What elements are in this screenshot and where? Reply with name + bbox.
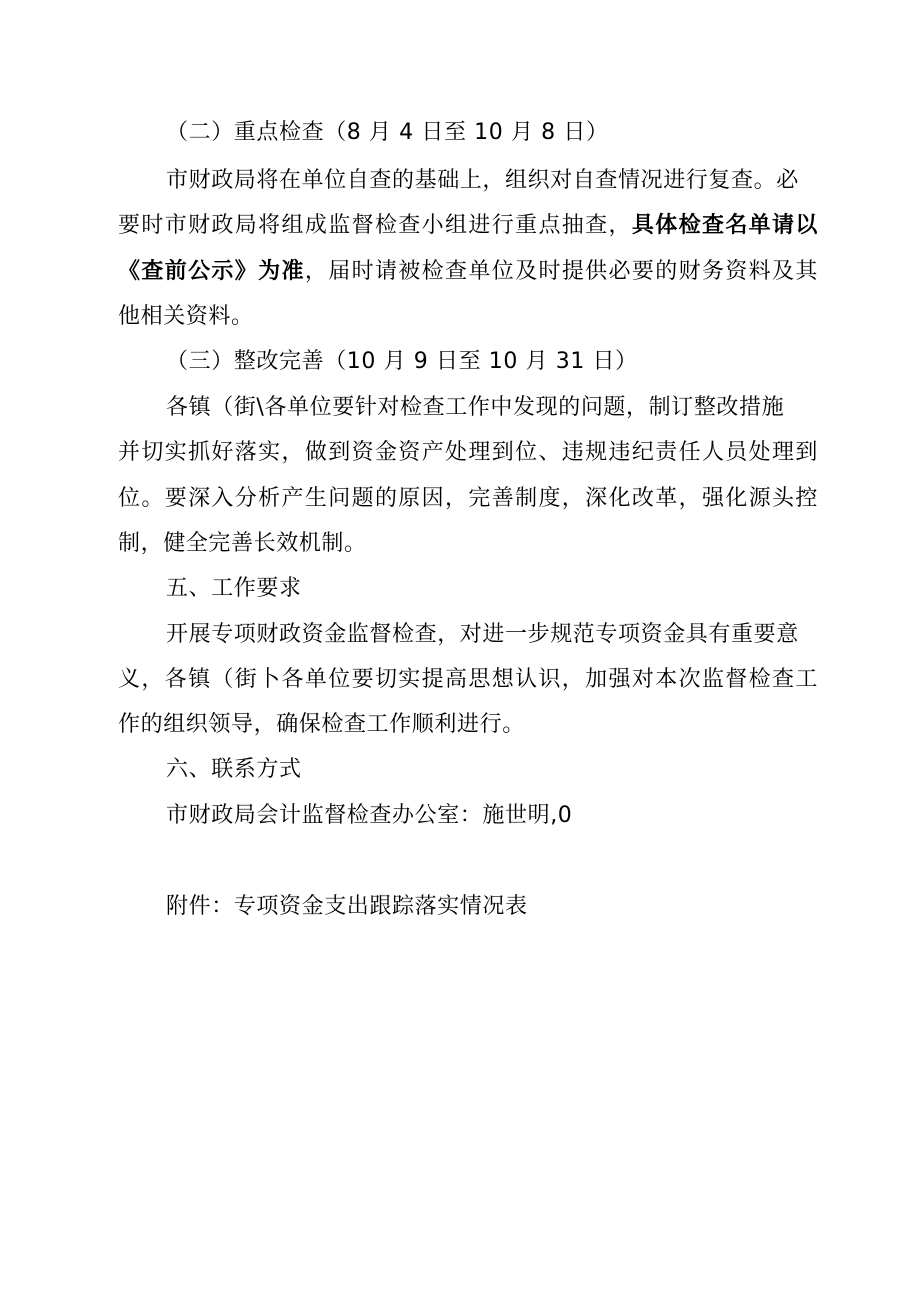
contact-line: 市财政局会计监督检查办公室：施世明,0 xyxy=(166,803,573,828)
section-2-para-line-1: 市财政局将在单位自查的基础上，组织对自查情况进行复查。必 xyxy=(166,168,799,193)
section-2-para-line-4: 他相关资料。 xyxy=(118,304,254,329)
section-5-para-line-1: 开展专项财政资金监督检查，对进一步规范专项资金具有重要意 xyxy=(166,622,799,647)
section-2-para-line-3 xyxy=(118,258,818,286)
section-3-heading: （三）整改完善（10 月 9 日至 10 月 31 日） xyxy=(166,349,638,374)
section-2-para-line-2 xyxy=(118,212,818,240)
section-5-para-line-2: 义，各镇（街卜各单位要切实提高思想认识，加强对本次监督检查工 xyxy=(118,667,818,692)
section-2-para-line-3-normal: ，届时请被检查单位及时提供必要的财务资料及其 xyxy=(304,259,818,284)
section-3-para-line-1: 各镇（街\各单位要针对检查工作中发现的问题，制订整改措施 xyxy=(166,395,785,420)
section-2-para-line-3-bold: 《查前公示》为准 xyxy=(118,259,305,284)
section-2-heading: （二）重点检查（8 月 4 日至 10 月 8 日） xyxy=(166,120,609,145)
section-3-para-line-3: 位。要深入分析产生问题的原因，完善制度，深化改革，强化源头控 xyxy=(118,486,818,511)
section-3-para-line-2: 并切实抓好落实，做到资金资产处理到位、违规违纪责任人员处理到 xyxy=(118,440,818,465)
section-3-para-line-4: 制，健全完善长效机制。 xyxy=(118,531,367,556)
section-5-heading: 五、工作要求 xyxy=(166,576,302,601)
attachment-line: 附件：专项资金支出跟踪落实情况表 xyxy=(166,894,528,919)
section-2-para-line-2-normal: 要时市财政局将组成监督检查小组进行重点抽查， xyxy=(118,213,632,238)
section-6-heading: 六、联系方式 xyxy=(166,757,302,782)
section-2-para-line-2-bold: 具体检查名单请以 xyxy=(631,213,818,238)
section-5-para-line-3: 作的组织领导，确保检查工作顺利进行。 xyxy=(118,712,525,737)
